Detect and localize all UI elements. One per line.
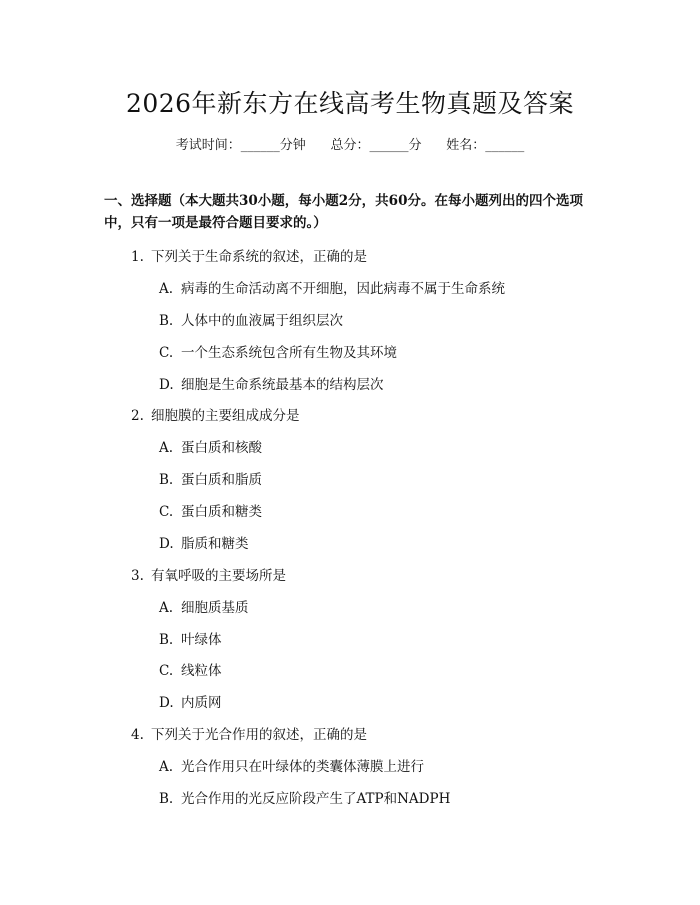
question-3-option-d — [159, 691, 222, 711]
option-letter: D. — [159, 377, 174, 393]
question-number: 1. — [131, 249, 144, 265]
option-letter: B. — [159, 313, 174, 329]
option-text: 病毒的生命活动离不开细胞，因此病毒不属于生命系统 — [181, 281, 505, 297]
question-3 — [131, 564, 286, 584]
option-text: 光合作用的光反应阶段产生了ATP和NADPH — [181, 791, 451, 807]
question-number: 4. — [131, 727, 144, 743]
option-letter: C. — [159, 663, 174, 679]
question-2-option-a — [159, 436, 262, 456]
question-4-option-a — [159, 755, 424, 775]
option-text: 内质网 — [181, 695, 222, 711]
page-title: 2026年新东方在线高考生物真题及答案 — [125, 89, 575, 118]
option-text: 一个生态系统包含所有生物及其环境 — [181, 345, 397, 361]
option-text: 光合作用只在叶绿体的类囊体薄膜上进行 — [181, 759, 424, 775]
option-text: 线粒体 — [181, 663, 222, 679]
option-letter: A. — [159, 281, 174, 297]
option-letter: A. — [159, 759, 174, 775]
option-text: 蛋白质和脂质 — [181, 472, 262, 488]
option-letter: B. — [159, 632, 174, 648]
section-heading: 一、选择题（本大题共30小题，每小题2分，共60分。在每小题列出的四个选项中，只有一项是最符合题目要求的。） — [104, 193, 583, 231]
question-1-option-d — [159, 373, 384, 393]
question-2 — [131, 404, 300, 424]
question-text: 有氧呼吸的主要场所是 — [151, 568, 286, 584]
option-letter: D. — [159, 695, 174, 711]
question-number: 3. — [131, 568, 144, 584]
question-4 — [131, 723, 367, 743]
option-text: 蛋白质和核酸 — [181, 440, 262, 456]
question-1-option-c — [159, 341, 397, 361]
option-text: 叶绿体 — [181, 632, 222, 648]
question-2-option-c — [159, 500, 262, 520]
option-letter: A. — [159, 600, 174, 616]
exam-info-line: 考试时间：______分钟 总分：______分 姓名：______ — [175, 138, 525, 153]
option-letter: C. — [159, 345, 174, 361]
option-text: 细胞质基质 — [181, 600, 249, 616]
option-text: 脂质和糖类 — [181, 536, 249, 552]
option-letter: A. — [159, 440, 174, 456]
question-2-option-d — [159, 532, 249, 552]
question-3-option-a — [159, 596, 249, 616]
option-text: 人体中的血液属于组织层次 — [181, 313, 343, 329]
question-text: 下列关于生命系统的叙述，正确的是 — [151, 249, 367, 265]
option-letter: B. — [159, 791, 174, 807]
option-letter: C. — [159, 504, 174, 520]
question-1-option-a — [159, 277, 505, 297]
question-text: 细胞膜的主要组成成分是 — [151, 408, 300, 424]
question-2-option-b — [159, 468, 262, 488]
question-text: 下列关于光合作用的叙述，正确的是 — [151, 727, 367, 743]
question-4-option-b — [159, 787, 450, 807]
question-1 — [131, 245, 367, 265]
question-number: 2. — [131, 408, 144, 424]
option-letter: B. — [159, 472, 174, 488]
question-3-option-c — [159, 659, 222, 679]
option-text: 细胞是生命系统最基本的结构层次 — [181, 377, 384, 393]
question-1-option-b — [159, 309, 343, 329]
question-3-option-b — [159, 628, 222, 648]
option-text: 蛋白质和糖类 — [181, 504, 262, 520]
option-letter: D. — [159, 536, 174, 552]
